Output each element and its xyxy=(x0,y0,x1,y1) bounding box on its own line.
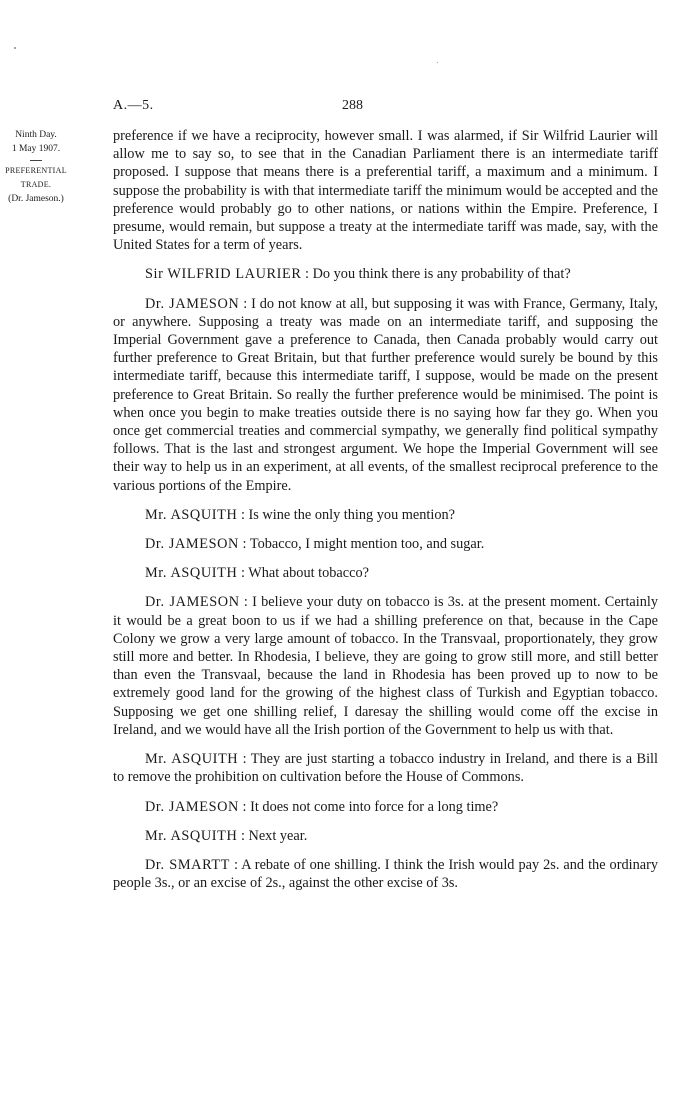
speaker-name: Mr. ASQUITH xyxy=(145,565,238,582)
body-text xyxy=(113,127,658,892)
speaker-name: Sir WILFRID LAURIER xyxy=(145,266,302,283)
speaker-name: Dr. JAMESON xyxy=(145,536,239,553)
speaker-name: Dr. JAMESON xyxy=(145,798,239,815)
speaker-separator: : xyxy=(230,856,242,873)
margin-note xyxy=(4,128,68,206)
speech-paragraph xyxy=(113,856,658,892)
speech-paragraph xyxy=(113,827,658,845)
speaker-name: Dr. JAMESON xyxy=(145,295,240,312)
speaker-name: Dr. SMARTT xyxy=(145,856,231,873)
speaker-separator: : xyxy=(301,266,313,283)
margin-day: Ninth Day. xyxy=(15,130,57,140)
speaker-separator: : xyxy=(239,295,252,312)
speaker-separator: : xyxy=(239,594,253,611)
speech-text: A rebate of one shilling. I think the Irish would pay 2s. and the ordinary people 3s., or an excise of 2s., against the other excise of 3s. xyxy=(113,856,658,892)
speech-paragraph xyxy=(113,798,658,816)
margin-divider xyxy=(30,160,42,161)
speech-paragraph xyxy=(113,564,658,582)
speech-text: Next year. xyxy=(248,827,308,844)
speech-text: Do you think there is any probability of that? xyxy=(312,266,571,283)
speaker-separator: : xyxy=(237,565,249,582)
speech-paragraph xyxy=(113,535,658,553)
speech-paragraph xyxy=(113,295,658,495)
paragraph-continuation xyxy=(113,127,658,254)
paragraph-text: preference if we have a reciprocity, however small. I was alarmed, if Sir Wilfrid Laurier will allow me to say so, to see that in the Canadian Parliament there is an intermediate tariff proposed. I suppose that means there is a preferential tariff, a maximum and a minimum. I suppose the probability is with that intermediate tariff the minimum would be accepted and the preference would probably go to other nations, or nations within the Empire. Preference, I presume, would remain, but suppose a treaty at the intermediate tariff was made, say, with the United States for a term of years. xyxy=(113,128,658,254)
speech-text: Is wine the only thing you mention? xyxy=(248,506,455,523)
speech-paragraph xyxy=(113,506,658,524)
speaker-name: Mr. ASQUITH xyxy=(145,751,239,768)
speaker-name: Mr. ASQUITH xyxy=(145,506,238,523)
speech-text: I do not know at all, but supposing it was with France, Germany, Italy, or anywhere. Supposing a treaty was made on an intermediate tariff, and supposing the Imperial Government gave a preference to Canada, then Canada probably would carry out further preference to Great Britain, but that further preference would surely be bound by this intermediate tariff, because this intermediate tariff, I suppose, would be made on the present preference to Great Britain. So really the further preference would be minimised. The point is when once you begin to make treaties outside there is no saying how far they go. When you once get commercial treaties and commercial sympathy, we generally find political sympathy follows. That is the last and strongest argument. We hope the Imperial Government will see their way to help us in an experiment, at all events, of the smallest reciprocal preference to the various portions of the Empire. xyxy=(113,295,658,494)
speaker-name: Dr. JAMESON xyxy=(145,594,240,611)
margin-topic-line2: TRADE. xyxy=(20,180,52,189)
speech-text: I believe your duty on tobacco is 3s. at the present moment. Certainly it would be a great boon to us if we had a shilling preference on that, because in the Cape Colony we grow a very large amount of tobacco. In the Transvaal, proportionately, they grow still more and better. In Rhodesia, I believe, they are going to grow still more, and still better than even the Transvaal, because the land in Rhodesia has been proved up to now to be extremely good land for the growing of the highest class of Turkish and Egyptian tobacco. Supposing we get one shilling relief, I daresay the shilling would come off the excise in Ireland, and we would have all the Irish portion of the Government to help us with that. xyxy=(113,594,659,738)
speaker-separator: : xyxy=(238,751,251,768)
margin-speaker: (Dr. Jameson.) xyxy=(8,194,64,204)
document-reference: A.—5. xyxy=(113,98,154,113)
speech-text: What about tobacco? xyxy=(248,565,369,582)
scan-speck xyxy=(437,62,438,63)
speech-text: They are just starting a tobacco industry in Ireland, and there is a Bill to remove the prohibition on cultivation before the House of Commons. xyxy=(113,751,658,786)
speaker-separator: : xyxy=(238,798,251,815)
margin-topic-line1: PREFERENTIAL xyxy=(5,166,67,175)
scan-speck xyxy=(14,47,16,49)
speech-paragraph xyxy=(113,265,658,283)
speaker-separator: : xyxy=(238,536,250,553)
page-number: 288 xyxy=(342,98,363,113)
speaker-name: Mr. ASQUITH xyxy=(145,827,238,844)
speech-text: Tobacco, I might mention too, and sugar. xyxy=(249,536,485,553)
speaker-separator: : xyxy=(237,506,249,523)
speaker-separator: : xyxy=(237,827,249,844)
speech-text: It does not come into force for a long time? xyxy=(250,798,499,815)
margin-date: 1 May 1907. xyxy=(11,144,61,154)
speech-paragraph xyxy=(113,593,658,739)
speech-paragraph xyxy=(113,750,658,786)
